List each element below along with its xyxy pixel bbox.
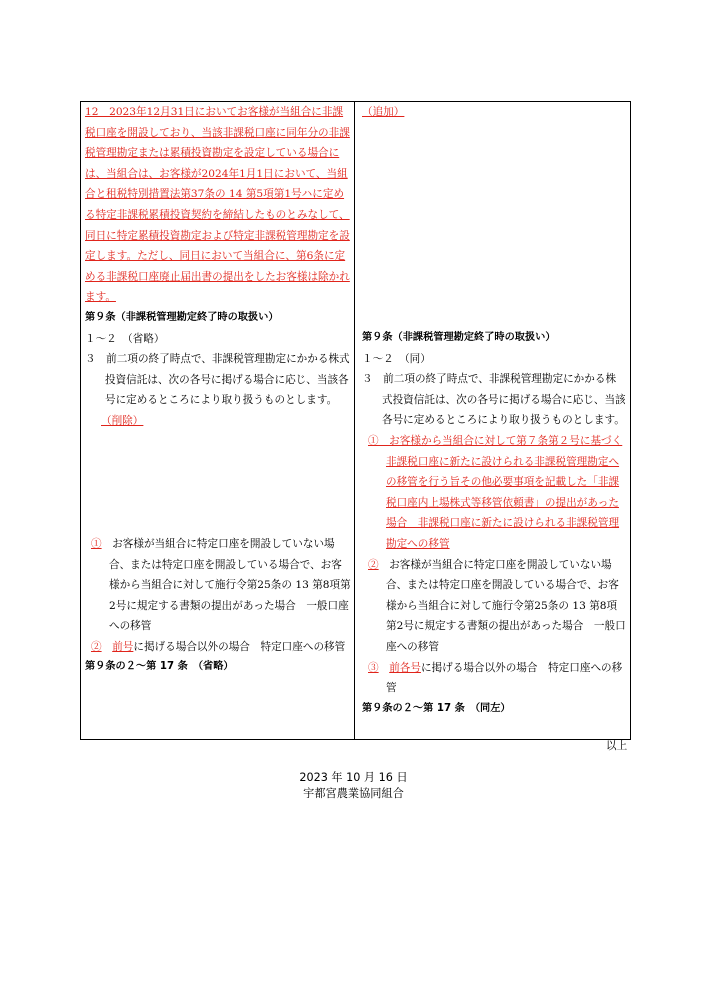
item-3-specified-account-old: ③ 前各号に掲げる場合以外の場合 特定口座への移管 — [368, 661, 623, 695]
article-9-title: 第９条（非課税管理勘定終了時の取扱い） — [85, 311, 279, 323]
articles-9-2-to-17: 第９条の２～第 17 条 （省略） — [85, 661, 234, 673]
articles-9-2-to-17-old: 第９条の２～第 17 条 （同左） — [362, 702, 511, 714]
organization-name: 宇都宮農業協同組合 — [303, 787, 404, 800]
item-1-general-account: ① お客様が当組合に特定口座を開設していない場合、または特定口座を開設している場合で、お客様から当組合に対して施行令第25条の 13 第8項第2号に規定する書類の提出があった場合 一般口座への移管 — [91, 537, 351, 633]
article-9-paragraph-3: ３ 前二項の終了時点で、非課税管理勘定にかかる株式投資信託は、次の各号に掲げる場合に応じ、当該各号に定めるところにより取り扱うものとします。 — [85, 353, 350, 407]
added-marker: （追加） — [362, 106, 405, 118]
comparison-table — [80, 101, 631, 740]
left-column-new-text — [85, 102, 351, 739]
end-mark: 以上 — [606, 740, 628, 752]
article-9-items-1-2-old: １～２ （同） — [362, 352, 431, 365]
issue-date: 2023 年 10 月 16 日 — [299, 771, 408, 784]
article-9-items-1-2: １～２ （省略） — [85, 332, 165, 345]
article-9-paragraph-3-old: ３ 前二項の終了時点で、非課税管理勘定にかかる株式投資信託は、次の各号に掲げる場合に応じ、当該各号に定めるところにより取り扱うものとします。 — [362, 373, 626, 427]
item-1-nisa-transfer-old: ① お客様から当組合に対して第７条第２号に基づく非課税口座に新たに設けられる非課税管理勘定への移管を行う旨その他必要事項を記載した「非課税口座内上場株式等移管依頼書」の提出があった場合 非課税口座に新たに設けられる非課税管理勘定への移管 — [368, 434, 623, 550]
item-12-text: 12 2023年12月31日においてお客様が当組合に非課税口座を開設しており、当該非課税口座に同年分の非課税管理勘定または累積投資勘定を設定している場合には、当組合は、お客様が2024年1月1日において、当組合と租税特別措置法第37条の 14 第5項第1号ハに定める特定非課税累積投資契約を締結したものとみなして、同日に特定累積投資勘定および特定非課税管理勘定を設定します。ただし、同日において当組合に、第6条に定める非課税口座廃止届出書の提出をしたお客様は除かれます。 — [85, 106, 350, 304]
right-column-old-text — [362, 102, 626, 739]
item-2-specified-account: ② 前号に掲げる場合以外の場合 特定口座への移管 — [91, 640, 346, 653]
article-9-title-old: 第９条（非課税管理勘定終了時の取扱い） — [362, 332, 556, 343]
column-divider — [354, 102, 355, 739]
deleted-marker: （削除） — [101, 414, 144, 427]
document-footer — [0, 770, 707, 802]
item-2-general-account-old: ② お客様が当組合に特定口座を開設していない場合、または特定口座を開設している場合で、お客様から当組合に対して施行令第25条の 13 第8項第2号に規定する書類の提出があった場合 一般口座への移管 — [368, 558, 626, 653]
